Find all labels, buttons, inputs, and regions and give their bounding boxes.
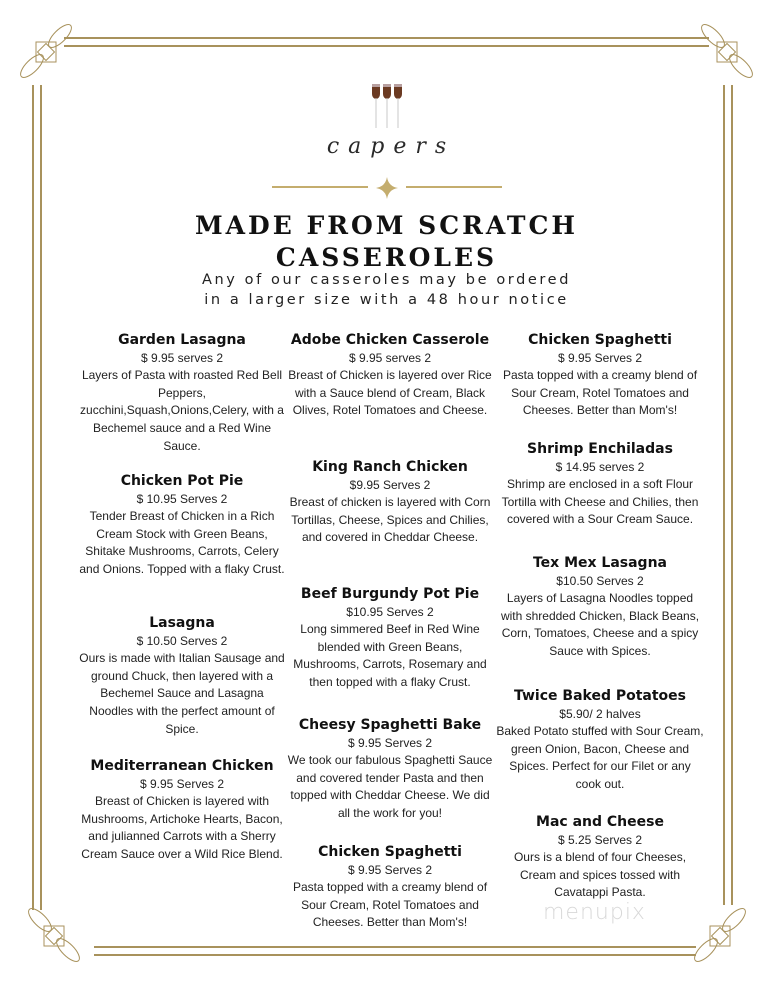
item-price: $9.95 Serves 2: [349, 478, 431, 492]
logo: [0, 82, 773, 159]
menu-item: [493, 687, 707, 794]
item-name: Tex Mex Lasagna: [532, 555, 667, 571]
menu-item: [75, 331, 289, 456]
item-price: $ 9.95 serves 2: [348, 351, 432, 365]
item-name: Chicken Pot Pie: [120, 473, 244, 489]
menu-item: [493, 440, 707, 529]
item-description: Long simmered Beef in Red Wine blended with Green Beans, Mushrooms, Carrots, Rosemary and then topped with a flaky Crust.: [293, 622, 487, 690]
subtitle-line-2: in a larger size with a 48 hour notice: [204, 292, 569, 308]
four-point-star-icon: [376, 177, 398, 199]
item-description: Shrimp are enclosed in a soft Flour Tortilla with Cheese and Chilies, then covered with a Sour Cream Sauce.: [501, 477, 699, 527]
frame-top-outer: [64, 37, 709, 39]
menu-item: [75, 472, 289, 579]
brand-name: capers: [326, 134, 456, 159]
menu-item: [493, 554, 707, 661]
corner-ornament-top-right-icon: [697, 22, 757, 82]
corner-ornament-bottom-left-icon: [24, 906, 84, 966]
subtitle-line-1: Any of our casseroles may be ordered: [201, 272, 572, 288]
watermark: menupix: [543, 900, 646, 925]
item-name: Chicken Spaghetti: [528, 332, 672, 348]
item-price: $ 9.95 serves 2: [140, 351, 224, 365]
menu-item: [283, 458, 497, 547]
item-description: We took our fabulous Spaghetti Sauce and covered tender Pasta and then topped with Cheddar Cheese. We did all the work for you!: [287, 753, 493, 821]
ornamental-divider: [0, 177, 773, 197]
item-name: Chicken Spaghetti: [318, 844, 462, 860]
item-name: Adobe Chicken Casserole: [290, 332, 490, 348]
item-price: $10.50 Serves 2: [556, 574, 644, 588]
item-price: $ 9.95 Serves 2: [139, 777, 225, 791]
item-price: $ 9.95 Serves 2: [557, 351, 643, 365]
item-name: Mac and Cheese: [536, 814, 664, 830]
frame-right-outer: [731, 85, 733, 905]
corner-ornament-bottom-right-icon: [690, 906, 750, 966]
item-price: $ 14.95 serves 2: [555, 460, 645, 474]
subtitle: [0, 270, 773, 310]
item-name: Twice Baked Potatoes: [513, 688, 686, 704]
frame-top-inner: [64, 45, 709, 47]
menu-item: [283, 585, 497, 692]
menu-item: [493, 813, 707, 902]
menu-item: [283, 331, 497, 420]
item-name: Mediterranean Chicken: [90, 758, 274, 774]
item-description: Breast of Chicken is layered over Rice with a Sauce blend of Cream, Black Olives, Rotel Tomatoes and Cheese.: [288, 368, 492, 418]
wine-glasses-icon: [367, 82, 407, 132]
item-name: King Ranch Chicken: [312, 459, 468, 475]
item-description: Ours is made with Italian Sausage and ground Chuck, then layered with a Bechemel Sauce and Lasagna Noodles with the perfect amount of Spice.: [79, 651, 285, 736]
item-description: Layers of Lasagna Noodles topped with shredded Chicken, Black Beans, Corn, Tomatoes, Cheese and a spicy Sauce with Spices.: [500, 591, 700, 659]
frame-bottom-outer: [94, 954, 696, 956]
item-description: Breast of chicken is layered with Corn Tortillas, Cheese, Spices and Chilies, and covered in Cheddar Cheese.: [289, 495, 491, 545]
item-name: Lasagna: [149, 615, 215, 631]
item-name: Beef Burgundy Pot Pie: [300, 586, 480, 602]
item-name: Shrimp Enchiladas: [527, 441, 673, 457]
item-description: Pasta topped with a creamy blend of Sour Cream, Rotel Tomatoes and Cheeses. Better than Mom's!: [292, 880, 488, 930]
item-description: Baked Potato stuffed with Sour Cream, green Onion, Bacon, Cheese and Spices. Perfect for our Filet or any cook out.: [496, 724, 704, 792]
item-price: $ 9.95 Serves 2: [347, 736, 433, 750]
menu-item: [283, 843, 497, 932]
divider-line-left: [272, 186, 368, 188]
menu-item: [75, 757, 289, 864]
frame-right-inner: [723, 85, 725, 905]
page-title: [0, 210, 773, 274]
item-description: Tender Breast of Chicken in a Rich Cream Stock with Green Beans, Shitake Mushrooms, Carrots, Celery and Onions. Topped with a flaky Crust.: [79, 509, 285, 577]
item-price: $10.95 Serves 2: [346, 605, 434, 619]
frame-left-outer: [32, 85, 34, 910]
item-description: Layers of Pasta with roasted Red Bell Peppers, zucchini,Squash,Onions,Celery, with a Bechemel sauce and a Red Wine Sauce.: [80, 368, 284, 453]
divider-line-right: [406, 186, 502, 188]
menu-item: [75, 614, 289, 739]
item-description: Pasta topped with a creamy blend of Sour Cream, Rotel Tomatoes and Cheeses. Better than Mom's!: [502, 368, 698, 418]
menu-item: [493, 331, 707, 420]
menu-item: [283, 716, 497, 823]
item-price: $5.90/ 2 halves: [559, 707, 641, 721]
item-name: Cheesy Spaghetti Bake: [298, 717, 482, 733]
item-description: Breast of Chicken is layered with Mushrooms, Artichoke Hearts, Bacon, and julianned Carrots with a Sherry Cream Sauce over a Wild Rice Blend.: [81, 794, 283, 862]
corner-ornament-top-left-icon: [16, 22, 76, 82]
title-line-2: CASSEROLES: [275, 243, 498, 272]
title-line-1: MADE FROM SCRATCH: [194, 211, 579, 240]
item-price: $ 9.95 Serves 2: [347, 863, 433, 877]
frame-bottom-inner: [94, 946, 696, 948]
item-description: Ours is a blend of four Cheeses, Cream and spices tossed with Cavatappi Pasta.: [513, 850, 687, 900]
item-name: Garden Lasagna: [118, 332, 246, 348]
item-price: $ 10.50 Serves 2: [136, 634, 228, 648]
frame-left-inner: [40, 85, 42, 910]
item-price: $ 5.25 Serves 2: [557, 833, 643, 847]
item-price: $ 10.95 Serves 2: [136, 492, 228, 506]
